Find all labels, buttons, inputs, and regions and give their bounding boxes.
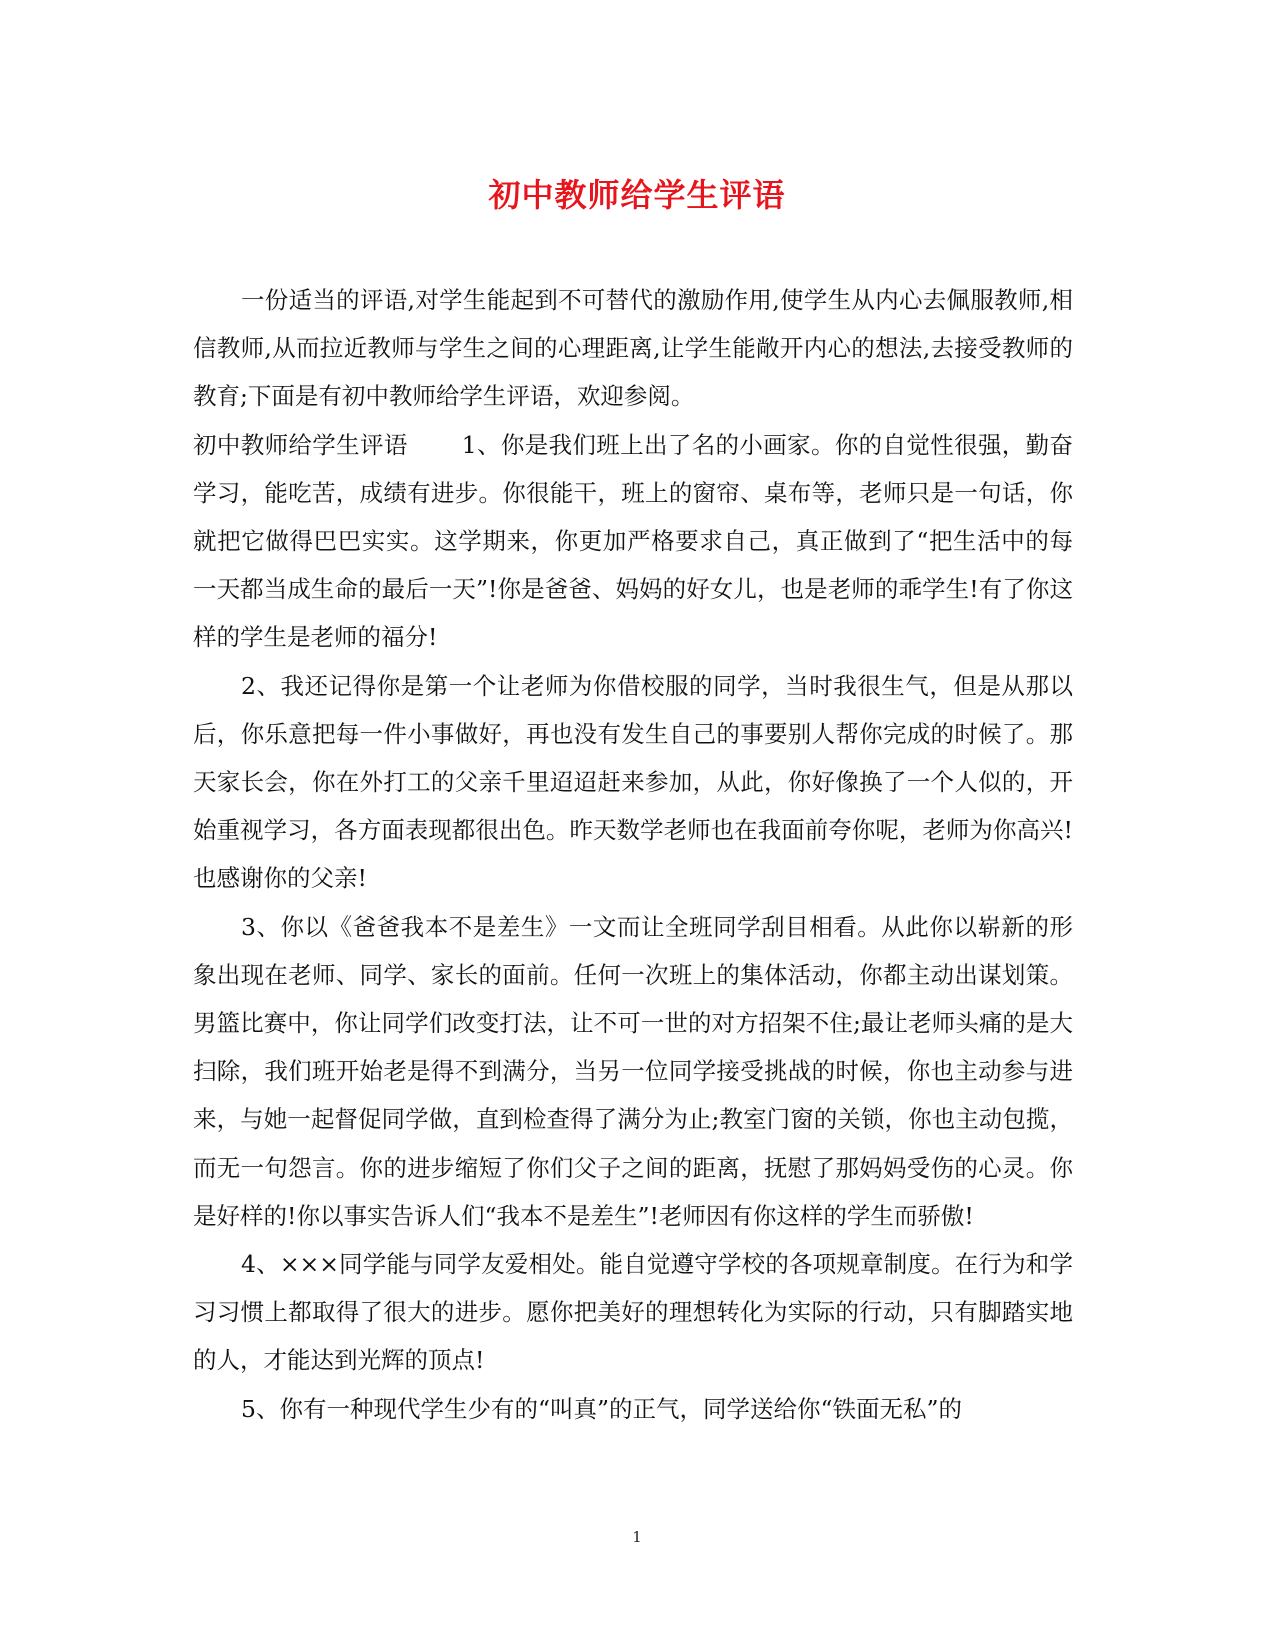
intro-paragraph: 一份适当的评语,对学生能起到不可替代的激励作用,使学生从内心去佩服教师,相信教师,从而拉近教师与学生之间的心理距离,让学生能敞开内心的想法,去接受教师的教育;下面是有初中教师给学生评语，欢迎参阅。 [193, 286, 1073, 411]
page-number: 1 [632, 1528, 642, 1546]
section-heading: 初中教师给学生评语 [193, 430, 408, 459]
comment-paragraph-5: 5、你有一种现代学生少有的“叫真”的正气，同学送给你“铁面无私”的 [241, 1394, 963, 1423]
comment-paragraph-1 [193, 421, 1073, 662]
document-title: 初中教师给学生评语 [488, 176, 786, 214]
comment-paragraph-2: 2、我还记得你是第一个让老师为你借校服的同学，当时我很生气，但是从那以后，你乐意把每一件小事做好，再也没有发生自己的事要别人帮你完成的时候了。那天家长会，你在外打工的父亲千里迢迢赶来参加，从此，你好像换了一个人似的，开始重视学习，各方面表现都很出色。昨天数学老师也在我面前夸你呢，老师为你高兴!也感谢你的父亲! [193, 671, 1073, 893]
comment-1-text: 1、你是我们班上出了名的小画家。你的自觉性很强，勤奋学习，能吃苦，成绩有进步。你很能干，班上的窗帘、桌布等，老师只是一句话，你就把它做得巴巴实实。这学期来，你更加严格要求自己，真正做到了“把生活中的每一天都当成生命的最后一天”!你是爸爸、妈妈的好女儿，也是老师的乖学生!有了你这样的学生是老师的福分! [193, 430, 1074, 652]
comment-paragraph-4: 4、×××同学能与同学友爱相处。能自觉遵守学校的各项规章制度。在行为和学习习惯上都取得了很大的进步。愿你把美好的理想转化为实际的行动，只有脚踏实地的人，才能达到光辉的顶点! [193, 1250, 1073, 1375]
comment-paragraph-3: 3、你以《爸爸我本不是差生》一文而让全班同学刮目相看。从此你以崭新的形象出现在老师、同学、家长的面前。任何一次班上的集体活动，你都主动出谋划策。男篮比赛中，你让同学们改变打法，让不可一世的对方招架不住;最让老师头痛的是大扫除，我们班开始老是得不到满分，当另一位同学接受挑战的时候，你也主动参与进来，与她一起督促同学做，直到检查得了满分为止;教室门窗的关锁，你也主动包揽，而无一句怨言。你的进步缩短了你们父子之间的距离，抚慰了那妈妈受伤的心灵。你是好样的!你以事实告诉人们“我本不是差生”!老师因有你这样的学生而骄傲! [193, 912, 1073, 1230]
document-body [193, 276, 1073, 1433]
